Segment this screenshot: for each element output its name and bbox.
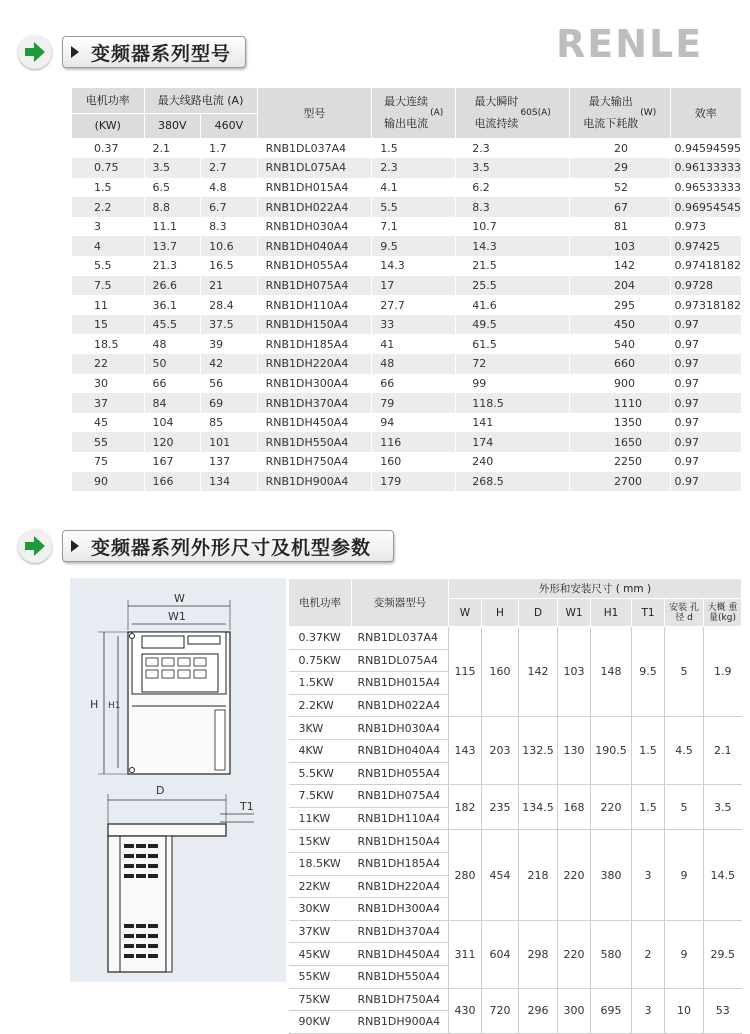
cell-efficiency: 0.97 [670,315,741,335]
dimension-row [289,785,742,808]
cell-loss: 204 [570,276,671,296]
cell-T1: 2 [632,920,665,988]
cell-cont-current: 94 [372,413,456,433]
cell-power: 2.2KW [289,694,352,717]
cell-efficiency: 0.97 [670,472,741,492]
cell-model: RNB1DH150A4 [352,830,449,853]
cell-loss: 660 [570,354,671,374]
cell-D: 296 [519,988,558,1033]
cell-T1: 3 [632,988,665,1033]
cell-loss: 20 [570,138,671,158]
cell-power: 45KW [289,943,352,966]
dimension-row [289,717,742,740]
cell-H: 720 [482,988,519,1033]
cell-model: RNB1DH900A4 [352,1011,449,1034]
cell-weight: 2.1 [704,717,742,785]
model-row [72,276,742,296]
t2-power-header: 电机功率 [289,579,352,627]
model-row [72,256,742,276]
model-row [72,413,742,433]
label-W: W [174,592,185,605]
cell-cont-current: 160 [372,452,456,472]
col-cont-header: 最大连续 输出电流 (A) [372,88,456,138]
cell-efficiency: 0.96954545 [670,197,741,217]
cell-current-380v: 84 [144,393,201,413]
cell-current-460v: 28.4 [201,295,258,315]
model-row [72,197,742,217]
cell-power: 0.37 [72,138,144,158]
cell-inst-current: 99 [456,374,570,394]
cell-current-380v: 45.5 [144,315,201,335]
cell-power: 1.5KW [289,672,352,695]
cell-model: RNB1DH022A4 [257,197,372,217]
cell-W: 280 [449,830,482,920]
dimension-table [288,578,742,1034]
cell-W1: 300 [558,988,591,1033]
cell-T1: 9.5 [632,627,665,717]
cell-cont-current: 1.5 [372,138,456,158]
cell-cont-current: 9.5 [372,236,456,256]
cell-cont-current: 48 [372,354,456,374]
col-460v: 460V [201,113,258,138]
cell-model: RNB1DH750A4 [352,988,449,1011]
cell-efficiency: 0.97 [670,354,741,374]
cell-model: RNB1DH185A4 [352,852,449,875]
cell-inst-current: 41.6 [456,295,570,315]
cell-inst-current: 6.2 [456,178,570,198]
cell-cont-current: 66 [372,374,456,394]
cell-H1: 148 [591,627,632,717]
cell-inst-current: 14.3 [456,236,570,256]
cell-power: 0.75 [72,158,144,178]
cell-inst-current: 10.7 [456,217,570,237]
cell-loss: 2700 [570,472,671,492]
cell-power: 45 [72,413,144,433]
cell-loss: 103 [570,236,671,256]
cell-loss: 450 [570,315,671,335]
model-row [72,472,742,492]
cell-efficiency: 0.97425 [670,236,741,256]
model-row [72,178,742,198]
cell-current-460v: 2.7 [201,158,258,178]
cell-current-380v: 104 [144,413,201,433]
cell-cont-current: 2.3 [372,158,456,178]
cell-loss: 295 [570,295,671,315]
cell-power: 55KW [289,965,352,988]
cell-model: RNB1DH055A4 [257,256,372,276]
cell-model: RNB1DH075A4 [352,785,449,808]
cell-efficiency: 0.96133333 [670,158,741,178]
dimension-diagram [70,578,286,982]
t2-weight-header: 大概 重量(kg) [704,599,742,627]
cell-H1: 695 [591,988,632,1033]
cell-current-460v: 37.5 [201,315,258,335]
model-row [72,295,742,315]
cell-model: RNB1DH185A4 [257,334,372,354]
cell-current-380v: 8.8 [144,197,201,217]
cell-power: 2.2 [72,197,144,217]
triangle-bullet-icon [71,540,79,552]
cell-model: RNB1DH550A4 [352,965,449,988]
cell-current-460v: 85 [201,413,258,433]
section2-title: 变频器系列外形尺寸及机型参数 [91,536,372,559]
cell-current-460v: 134 [201,472,258,492]
cell-model: RNB1DH040A4 [352,739,449,762]
cell-power: 4 [72,236,144,256]
cell-inst-current: 21.5 [456,256,570,276]
t2-T1-header: T1 [632,599,665,627]
cell-current-380v: 2.1 [144,138,201,158]
t2-H-header: H [482,599,519,627]
col-current-header: 最大线路电流 (A) [144,88,257,113]
cell-cont-current: 27.7 [372,295,456,315]
col-eff-header: 效率 [670,88,741,138]
green-arrow-icon [18,529,52,563]
cell-model: RNB1DH110A4 [352,807,449,830]
green-arrow-icon [18,35,52,69]
cell-D: 298 [519,920,558,988]
cell-loss: 2250 [570,452,671,472]
cell-W1: 130 [558,717,591,785]
cell-power: 3 [72,217,144,237]
cell-W: 311 [449,920,482,988]
model-row [72,354,742,374]
cell-cont-current: 14.3 [372,256,456,276]
cell-hole-d: 9 [665,920,704,988]
cell-power: 37 [72,393,144,413]
cell-current-380v: 66 [144,374,201,394]
cell-inst-current: 61.5 [456,334,570,354]
cell-current-460v: 101 [201,432,258,452]
cell-D: 218 [519,830,558,920]
label-W1: W1 [168,610,186,623]
cell-power: 18.5KW [289,852,352,875]
cell-inst-current: 8.3 [456,197,570,217]
cell-inst-current: 3.5 [456,158,570,178]
cell-power: 37KW [289,920,352,943]
cell-efficiency: 0.97 [670,374,741,394]
col-inst-header: 最大瞬时 电流持续 60S(A) [456,88,570,138]
cell-inst-current: 240 [456,452,570,472]
cell-model: RNB1DH055A4 [352,762,449,785]
t2-W-header: W [449,599,482,627]
cell-current-460v: 137 [201,452,258,472]
cell-hole-d: 4.5 [665,717,704,785]
cell-current-460v: 10.6 [201,236,258,256]
cell-current-460v: 1.7 [201,138,258,158]
cell-W1: 220 [558,920,591,988]
cell-model: RNB1DH450A4 [257,413,372,433]
cell-hole-d: 5 [665,627,704,717]
model-row [72,334,742,354]
cell-loss: 142 [570,256,671,276]
cell-cont-current: 79 [372,393,456,413]
cell-D: 132.5 [519,717,558,785]
cell-W1: 103 [558,627,591,717]
cell-inst-current: 72 [456,354,570,374]
cell-loss: 900 [570,374,671,394]
cell-weight: 53 [704,988,742,1033]
model-row [72,393,742,413]
cell-loss: 1650 [570,432,671,452]
cell-current-380v: 6.5 [144,178,201,198]
t2-hole-header: 安装 孔径 d [665,599,704,627]
cell-power: 4KW [289,739,352,762]
cell-efficiency: 0.94594595 [670,138,741,158]
cell-cont-current: 17 [372,276,456,296]
cell-D: 134.5 [519,785,558,830]
cell-H: 235 [482,785,519,830]
cell-model: RNB1DH040A4 [257,236,372,256]
cell-power: 15KW [289,830,352,853]
cell-model: RNB1DH075A4 [257,276,372,296]
cell-power: 18.5 [72,334,144,354]
cell-current-380v: 166 [144,472,201,492]
cell-model: RNB1DH300A4 [352,898,449,921]
cell-H: 160 [482,627,519,717]
cell-loss: 1110 [570,393,671,413]
cell-model: RNB1DH015A4 [352,672,449,695]
section2-title-box [62,530,394,562]
col-model-header: 型号 [257,88,372,138]
cell-model: RNB1DH450A4 [352,943,449,966]
cell-model: RNB1DH022A4 [352,694,449,717]
triangle-bullet-icon [71,46,79,58]
cell-power: 90KW [289,1011,352,1034]
cell-D: 142 [519,627,558,717]
cell-loss: 52 [570,178,671,198]
t2-D-header: D [519,599,558,627]
cell-efficiency: 0.96533333 [670,178,741,198]
cell-H: 203 [482,717,519,785]
cell-W: 115 [449,627,482,717]
cell-W: 182 [449,785,482,830]
cell-model: RNB1DH030A4 [257,217,372,237]
cell-model: RNB1DH110A4 [257,295,372,315]
cell-power: 55 [72,432,144,452]
col-power-unit: (KW) [72,113,144,138]
cell-power: 0.75KW [289,649,352,672]
cell-current-460v: 39 [201,334,258,354]
cell-H: 454 [482,830,519,920]
cell-power: 7.5KW [289,785,352,808]
cell-weight: 29.5 [704,920,742,988]
section1-title: 变频器系列型号 [91,42,232,65]
dimension-row [289,988,742,1011]
cell-model: RNB1DL037A4 [257,138,372,158]
t2-W1-header: W1 [558,599,591,627]
section2-heading [18,529,394,563]
cell-power: 75KW [289,988,352,1011]
cell-model: RNB1DL075A4 [352,649,449,672]
cell-model: RNB1DH550A4 [257,432,372,452]
t2-group-header: 外形和安装尺寸 ( mm ) [449,579,742,599]
cell-inst-current: 174 [456,432,570,452]
model-row [72,217,742,237]
cell-efficiency: 0.9728 [670,276,741,296]
cell-power: 30KW [289,898,352,921]
section1-title-box [62,36,246,68]
label-H1: H1 [108,701,121,711]
cell-cont-current: 5.5 [372,197,456,217]
cell-current-380v: 167 [144,452,201,472]
cell-loss: 67 [570,197,671,217]
cell-W1: 168 [558,785,591,830]
cell-current-380v: 13.7 [144,236,201,256]
dimension-row [289,920,742,943]
cell-H1: 580 [591,920,632,988]
cell-cont-current: 41 [372,334,456,354]
label-H: H [90,698,99,711]
section1-heading [18,35,246,69]
cell-current-460v: 4.8 [201,178,258,198]
cell-current-380v: 48 [144,334,201,354]
cell-power: 22 [72,354,144,374]
cell-hole-d: 5 [665,785,704,830]
cell-current-380v: 120 [144,432,201,452]
cell-power: 11KW [289,807,352,830]
cell-model: RNB1DH150A4 [257,315,372,335]
cell-W: 430 [449,988,482,1033]
model-row [72,158,742,178]
cell-inst-current: 118.5 [456,393,570,413]
cell-loss: 29 [570,158,671,178]
model-table [72,88,742,491]
model-row [72,374,742,394]
cell-power: 5.5KW [289,762,352,785]
cell-power: 0.37KW [289,627,352,650]
cell-T1: 1.5 [632,717,665,785]
cell-current-460v: 21 [201,276,258,296]
cell-current-460v: 69 [201,393,258,413]
model-row [72,432,742,452]
cell-current-460v: 56 [201,374,258,394]
cell-cont-current: 4.1 [372,178,456,198]
cell-model: RNB1DH015A4 [257,178,372,198]
col-loss-header: 最大输出 电流下耗散 (W) [570,88,671,138]
cell-T1: 3 [632,830,665,920]
cell-current-380v: 26.6 [144,276,201,296]
cell-power: 7.5 [72,276,144,296]
dimension-row [289,830,742,853]
cell-current-460v: 6.7 [201,197,258,217]
cell-model: RNB1DH030A4 [352,717,449,740]
t2-H1-header: H1 [591,599,632,627]
cell-power: 5.5 [72,256,144,276]
cell-power: 30 [72,374,144,394]
cell-inst-current: 2.3 [456,138,570,158]
label-D: D [156,784,165,797]
cell-current-380v: 21.3 [144,256,201,276]
cell-efficiency: 0.97 [670,413,741,433]
cell-hole-d: 10 [665,988,704,1033]
cell-loss: 540 [570,334,671,354]
cell-weight: 3.5 [704,785,742,830]
cell-current-460v: 16.5 [201,256,258,276]
cell-H1: 380 [591,830,632,920]
cell-inst-current: 49.5 [456,315,570,335]
cell-current-380v: 11.1 [144,217,201,237]
brand-logo: RENLE [556,22,704,66]
cell-model: RNB1DL075A4 [257,158,372,178]
cell-power: 90 [72,472,144,492]
cell-H1: 190.5 [591,717,632,785]
model-row [72,452,742,472]
cell-efficiency: 0.97 [670,334,741,354]
cell-loss: 1350 [570,413,671,433]
cell-cont-current: 7.1 [372,217,456,237]
cell-inst-current: 141 [456,413,570,433]
cell-model: RNB1DH300A4 [257,374,372,394]
cell-power: 1.5 [72,178,144,198]
dimension-row [289,627,742,650]
model-row [72,236,742,256]
model-row [72,315,742,335]
cell-weight: 14.5 [704,830,742,920]
t2-model-header: 变频器型号 [352,579,449,627]
cell-model: RNB1DH220A4 [257,354,372,374]
cell-power: 22KW [289,875,352,898]
cell-H1: 220 [591,785,632,830]
cell-model: RNB1DH900A4 [257,472,372,492]
cell-W1: 220 [558,830,591,920]
cell-current-380v: 50 [144,354,201,374]
cell-current-460v: 42 [201,354,258,374]
cell-cont-current: 33 [372,315,456,335]
cell-model: RNB1DL037A4 [352,627,449,650]
cell-efficiency: 0.97318182 [670,295,741,315]
cell-power: 3KW [289,717,352,740]
cell-weight: 1.9 [704,627,742,717]
cell-hole-d: 9 [665,830,704,920]
cell-power: 75 [72,452,144,472]
cell-current-380v: 3.5 [144,158,201,178]
col-power-header: 电机功率 [72,88,144,113]
cell-inst-current: 268.5 [456,472,570,492]
cell-efficiency: 0.97 [670,393,741,413]
cell-power: 15 [72,315,144,335]
cell-efficiency: 0.97 [670,452,741,472]
cell-current-460v: 8.3 [201,217,258,237]
cell-W: 143 [449,717,482,785]
cell-model: RNB1DH370A4 [257,393,372,413]
cell-cont-current: 179 [372,472,456,492]
cell-cont-current: 116 [372,432,456,452]
label-T1: T1 [240,800,254,813]
cell-efficiency: 0.97418182 [670,256,741,276]
cell-loss: 81 [570,217,671,237]
model-row [72,138,742,158]
cell-efficiency: 0.973 [670,217,741,237]
col-380v: 380V [144,113,201,138]
cell-T1: 1.5 [632,785,665,830]
cell-model: RNB1DH220A4 [352,875,449,898]
cell-efficiency: 0.97 [670,432,741,452]
cell-model: RNB1DH750A4 [257,452,372,472]
cell-inst-current: 25.5 [456,276,570,296]
cell-power: 11 [72,295,144,315]
cell-model: RNB1DH370A4 [352,920,449,943]
cell-current-380v: 36.1 [144,295,201,315]
cell-H: 604 [482,920,519,988]
